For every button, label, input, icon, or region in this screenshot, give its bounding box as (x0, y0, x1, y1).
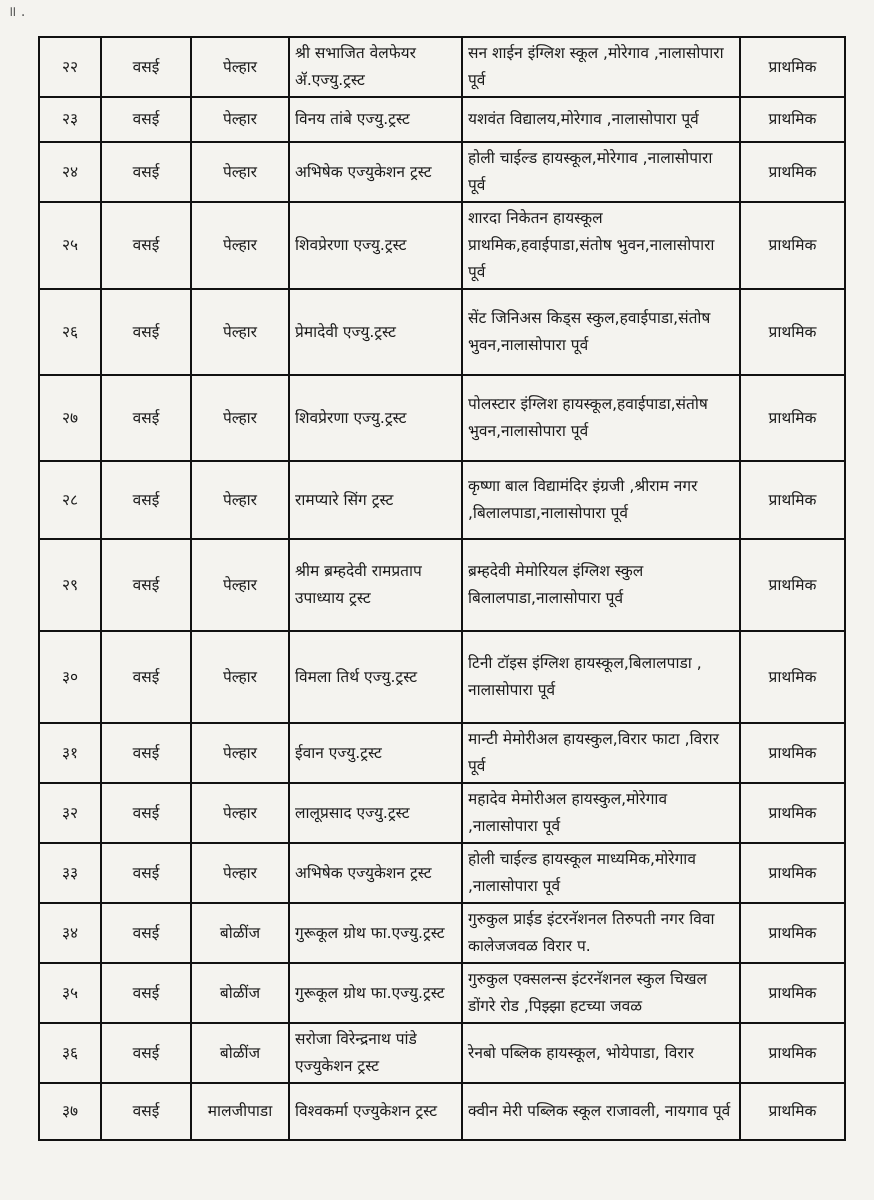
trust-name-cell: शिवप्रेरणा एज्यु.ट्रस्ट (289, 202, 462, 289)
row-number: २६ (39, 289, 101, 375)
taluka-cell: वसई (101, 461, 191, 539)
school-level-cell: प्राथमिक (740, 1083, 845, 1140)
school-name-cell: सेंट जिनिअस किड्स स्कुल,हवाईपाडा,संतोष भुवन,नालासोपारा पूर्व (462, 289, 740, 375)
table-row (39, 903, 845, 963)
school-level-cell: प्राथमिक (740, 289, 845, 375)
school-register-table (38, 36, 846, 1141)
school-name-cell: सन शाईन इंग्लिश स्कूल ,मोरेगाव ,नालासोपारा पूर्व (462, 37, 740, 97)
school-level-cell: प्राथमिक (740, 461, 845, 539)
table-row (39, 289, 845, 375)
village-cell: पेल्हार (191, 375, 289, 461)
taluka-cell: वसई (101, 37, 191, 97)
school-name-cell: यशवंत विद्यालय,मोरेगाव ,नालासोपारा पूर्व (462, 97, 740, 142)
school-name-cell: पोलस्टार इंग्लिश हायस्कूल,हवाईपाडा,संतोष भुवन,नालासोपारा पूर्व (462, 375, 740, 461)
table-row (39, 963, 845, 1023)
taluka-cell: वसई (101, 202, 191, 289)
table-row (39, 843, 845, 903)
taluka-cell: वसई (101, 843, 191, 903)
taluka-cell: वसई (101, 539, 191, 631)
village-cell: पेल्हार (191, 783, 289, 843)
school-name-cell: रेनबो पब्लिक हायस्कूल, भोयेपाडा, विरार (462, 1023, 740, 1083)
table-row (39, 723, 845, 783)
row-number: २९ (39, 539, 101, 631)
school-name-cell: कृष्णा बाल विद्यामंदिर इंग्रजी ,श्रीराम नगर ,बिलालपाडा,नालासोपारा पूर्व (462, 461, 740, 539)
taluka-cell: वसई (101, 963, 191, 1023)
school-level-cell: प्राथमिक (740, 723, 845, 783)
school-level-cell: प्राथमिक (740, 903, 845, 963)
taluka-cell: वसई (101, 289, 191, 375)
trust-name-cell: सरोजा विरेन्द्रनाथ पांडे एज्युकेशन ट्रस्ट (289, 1023, 462, 1083)
school-level-cell: प्राथमिक (740, 539, 845, 631)
taluka-cell: वसई (101, 903, 191, 963)
school-level-cell: प्राथमिक (740, 375, 845, 461)
village-cell: पेल्हार (191, 202, 289, 289)
village-cell: पेल्हार (191, 97, 289, 142)
school-level-cell: प्राथमिक (740, 783, 845, 843)
taluka-cell: वसई (101, 97, 191, 142)
row-number: ३५ (39, 963, 101, 1023)
village-cell: पेल्हार (191, 142, 289, 202)
row-number: ३१ (39, 723, 101, 783)
village-cell: पेल्हार (191, 37, 289, 97)
taluka-cell: वसई (101, 142, 191, 202)
taluka-cell: वसई (101, 375, 191, 461)
trust-name-cell: विमला तिर्थ एज्यु.ट्रस्ट (289, 631, 462, 723)
row-number: ३२ (39, 783, 101, 843)
row-number: ३४ (39, 903, 101, 963)
row-number: ३० (39, 631, 101, 723)
trust-name-cell: अभिषेक एज्युकेशन ट्रस्ट (289, 843, 462, 903)
trust-name-cell: रामप्यारे सिंग ट्रस्ट (289, 461, 462, 539)
trust-name-cell: शिवप्रेरणा एज्यु.ट्रस्ट (289, 375, 462, 461)
page-mark: ॥ . (8, 4, 26, 20)
trust-name-cell: गुरूकूल ग्रोथ फा.एज्यु.ट्रस्ट (289, 903, 462, 963)
school-name-cell: होली चाईल्ड हायस्कूल माध्यमिक,मोरेगाव ,नालासोपारा पूर्व (462, 843, 740, 903)
school-name-cell: महादेव मेमोरीअल हायस्कुल,मोरेगाव ,नालासोपारा पूर्व (462, 783, 740, 843)
school-level-cell: प्राथमिक (740, 1023, 845, 1083)
village-cell: बोळींज (191, 1023, 289, 1083)
row-number: ३३ (39, 843, 101, 903)
trust-name-cell: ईवान एज्यु.ट्रस्ट (289, 723, 462, 783)
row-number: २५ (39, 202, 101, 289)
table-row (39, 375, 845, 461)
trust-name-cell: प्रेमादेवी एज्यु.ट्रस्ट (289, 289, 462, 375)
taluka-cell: वसई (101, 723, 191, 783)
trust-name-cell: गुरूकूल ग्रोथ फा.एज्यु.ट्रस्ट (289, 963, 462, 1023)
village-cell: पेल्हार (191, 631, 289, 723)
school-level-cell: प्राथमिक (740, 631, 845, 723)
trust-name-cell: अभिषेक एज्युकेशन ट्रस्ट (289, 142, 462, 202)
village-cell: पेल्हार (191, 723, 289, 783)
school-level-cell: प्राथमिक (740, 142, 845, 202)
village-cell: पेल्हार (191, 289, 289, 375)
table-row (39, 1023, 845, 1083)
table-row (39, 142, 845, 202)
taluka-cell: वसई (101, 783, 191, 843)
school-level-cell: प्राथमिक (740, 843, 845, 903)
school-name-cell: टिनी टॉइस इंग्लिश हायस्कूल,बिलालपाडा , नालासोपारा पूर्व (462, 631, 740, 723)
taluka-cell: वसई (101, 1023, 191, 1083)
table-row (39, 202, 845, 289)
village-cell: पेल्हार (191, 843, 289, 903)
table-row (39, 1083, 845, 1140)
school-name-cell: क्वीन मेरी पब्लिक स्कूल राजावली, नायगाव पूर्व (462, 1083, 740, 1140)
row-number: २३ (39, 97, 101, 142)
table-row (39, 97, 845, 142)
trust-name-cell: लालूप्रसाद एज्यु.ट्रस्ट (289, 783, 462, 843)
school-name-cell: होली चाईल्ड हायस्कूल,मोरेगाव ,नालासोपारा पूर्व (462, 142, 740, 202)
table-row (39, 783, 845, 843)
village-cell: बोळींज (191, 903, 289, 963)
row-number: २४ (39, 142, 101, 202)
table-row (39, 631, 845, 723)
table-row (39, 461, 845, 539)
table-row (39, 37, 845, 97)
village-cell: पेल्हार (191, 539, 289, 631)
trust-name-cell: विनय तांबे एज्यु.ट्रस्ट (289, 97, 462, 142)
row-number: ३६ (39, 1023, 101, 1083)
trust-name-cell: श्री सभाजित वेलफेयर ॲ.एज्यु.ट्रस्ट (289, 37, 462, 97)
row-number: २२ (39, 37, 101, 97)
school-level-cell: प्राथमिक (740, 202, 845, 289)
village-cell: पेल्हार (191, 461, 289, 539)
school-name-cell: गुरुकुल एक्सलन्स इंटरनॅशनल स्कुल चिखल डोंगरे रोड ,पिझ्झा हटच्या जवळ (462, 963, 740, 1023)
school-name-cell: ब्रम्हदेवी मेमोरियल इंग्लिश स्कुल बिलालपाडा,नालासोपारा पूर्व (462, 539, 740, 631)
school-name-cell: गुरुकुल प्राईड इंटरनॅशनल तिरुपती नगर विवा कालेजजवळ विरार प. (462, 903, 740, 963)
school-level-cell: प्राथमिक (740, 37, 845, 97)
trust-name-cell: विश्वकर्मा एज्युकेशन ट्रस्ट (289, 1083, 462, 1140)
school-name-cell: शारदा निकेतन हायस्कूल प्राथमिक,हवाईपाडा,संतोष भुवन,नालासोपारा पूर्व (462, 202, 740, 289)
trust-name-cell: श्रीम ब्रम्हदेवी रामप्रताप उपाध्याय ट्रस्ट (289, 539, 462, 631)
table-body (39, 37, 845, 1140)
row-number: २७ (39, 375, 101, 461)
village-cell: मालजीपाडा (191, 1083, 289, 1140)
row-number: २८ (39, 461, 101, 539)
taluka-cell: वसई (101, 631, 191, 723)
taluka-cell: वसई (101, 1083, 191, 1140)
school-level-cell: प्राथमिक (740, 963, 845, 1023)
table-row (39, 539, 845, 631)
village-cell: बोळींज (191, 963, 289, 1023)
row-number: ३७ (39, 1083, 101, 1140)
school-name-cell: मान्टी मेमोरीअल हायस्कुल,विरार फाटा ,विरार पूर्व (462, 723, 740, 783)
school-level-cell: प्राथमिक (740, 97, 845, 142)
